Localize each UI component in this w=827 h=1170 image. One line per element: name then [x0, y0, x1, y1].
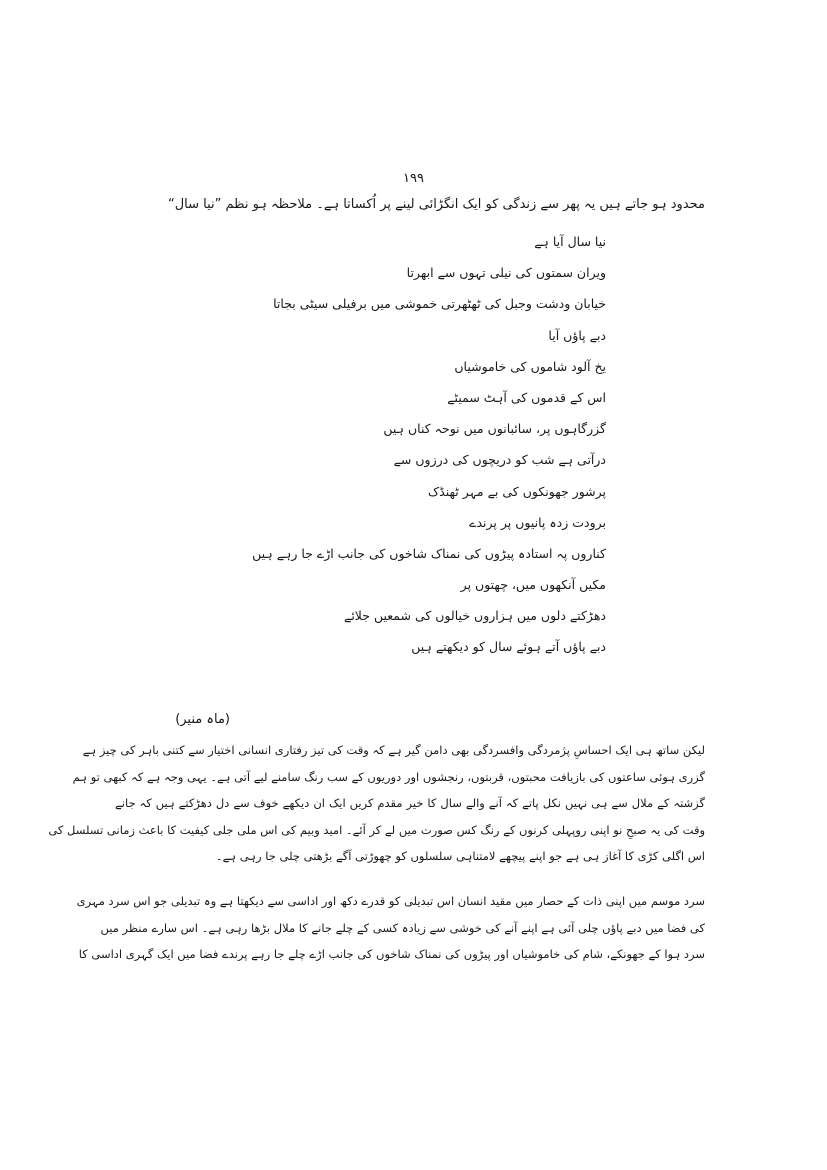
poem — [106, 226, 606, 663]
paragraph-line: کی فضا میں دبے پاؤں چلی آئی ہے اپنے آنے کی خوشی سے زیادہ کسی کے چلے جانے کا ملال بڑھا رہی ہے۔ اس سارے منظر میں — [100, 920, 705, 935]
paragraph-1 — [48, 737, 705, 870]
paragraph-line: گزشتہ کے ملال سے ہی نہیں نکل پاتے کہ آنے والے سال کا خیر مقدم کریں ایک ان دیکھے خوف سے دل دھڑکتے ہیں کہ جانے — [115, 796, 705, 810]
poem-line: نیا سال آیا ہے — [534, 234, 606, 249]
poem-line: برودت زدہ پانیوں پر پرندے — [469, 514, 606, 530]
paragraph-line: گزری ہوئی ساعتوں کی بازیافت محبتوں، قربتوں، رنجشوں اور دوریوں کے سب رنگ سامنے لیے آتی ہے۔ یہی وجہ ہے کہ کبھی تو ہم — [72, 769, 705, 784]
intro-line: محدود ہو جاتے ہیں یہ پھر سے زندگی کو ایک انگڑائی لینے پر اُکساتا ہے۔ ملاحظہ ہو نظم ”نیا سال“ — [167, 197, 705, 212]
poem-attribution: (ماہ منیر) — [175, 712, 230, 727]
paragraph-line: وقت کی یہ صبحِ نو اپنی روپہلی کرنوں کے رنگ کس صورت میں لے کر آئے۔ امید وبیم کی اس ملی جلی کیفیت کا باعث زمانی تسلسل کی — [48, 822, 705, 837]
page-number: ۱۹۹ — [403, 171, 424, 186]
paragraph-line: سرد ہوا کے جھونکے، شام کی خاموشیاں اور پیڑوں کی نمناک شاخوں کی جانب اڑے چلے جا رہے پرندے فضا میں ایک گہری اداسی کا — [78, 947, 705, 961]
poem-line: اس کے قدموں کی آہٹ سمیٹے — [447, 389, 606, 405]
poem-line: گزرگاہوں پر، سائبانوں میں نوحہ کناں ہیں — [383, 421, 606, 437]
poem-line: یخ آلود شاموں کی خاموشیاں — [454, 358, 606, 374]
poem-line: دبے پاؤں آتے ہوئے سال کو دیکھتے ہیں — [411, 639, 606, 655]
poem-line: درآتی ہے شب کو دریچوں کی درزوں سے — [393, 452, 606, 468]
paragraph-line: اس اگلی کڑی کا آغاز ہی ہے جو اپنے پیچھے لامتناہی سلسلوں کو چھوڑتی آگے بڑھتی چلی جا رہی ہے۔ — [215, 849, 705, 863]
poem-line: مکیں آنکھوں میں، چھتوں پر — [460, 577, 606, 593]
poem-line: ویران سمتوں کی نیلی تہوں سے ابھرتا — [406, 265, 606, 281]
poem-line: دھڑکتے دلوں میں ہزاروں خیالوں کی شمعیں جلائے — [344, 608, 606, 624]
poem-line: پرشور جھونکوں کی بے مہر ٹھنڈک — [427, 483, 606, 499]
paragraph-line: سرد موسم میں اپنی ذات کے حصار میں مقید انسان اس تبدیلی کو قدرے دکھ اور اداسی سے دیکھتا ہے وہ تبدیلی جو اس سرد مہری — [76, 894, 705, 908]
poem-line: کناروں پہ استادہ پیڑوں کی نمناک شاخوں کی جانب اڑے جا رہے ہیں — [252, 545, 606, 561]
poem-line: دبے پاؤں آیا — [548, 327, 606, 343]
paragraph-2 — [76, 888, 705, 968]
poem-line: خیابان ودشت وجبل کی ٹھٹھرتی خموشی میں برفیلی سیٹی بجاتا — [273, 296, 606, 312]
paragraph-line: لیکن ساتھ ہی ایک احساسِ پژمردگی وافسردگی بھی دامن گیر ہے کہ وقت کی تیز رفتاری انسانی اختیار سے کتنی باہر کی چیز ہے — [82, 743, 705, 757]
